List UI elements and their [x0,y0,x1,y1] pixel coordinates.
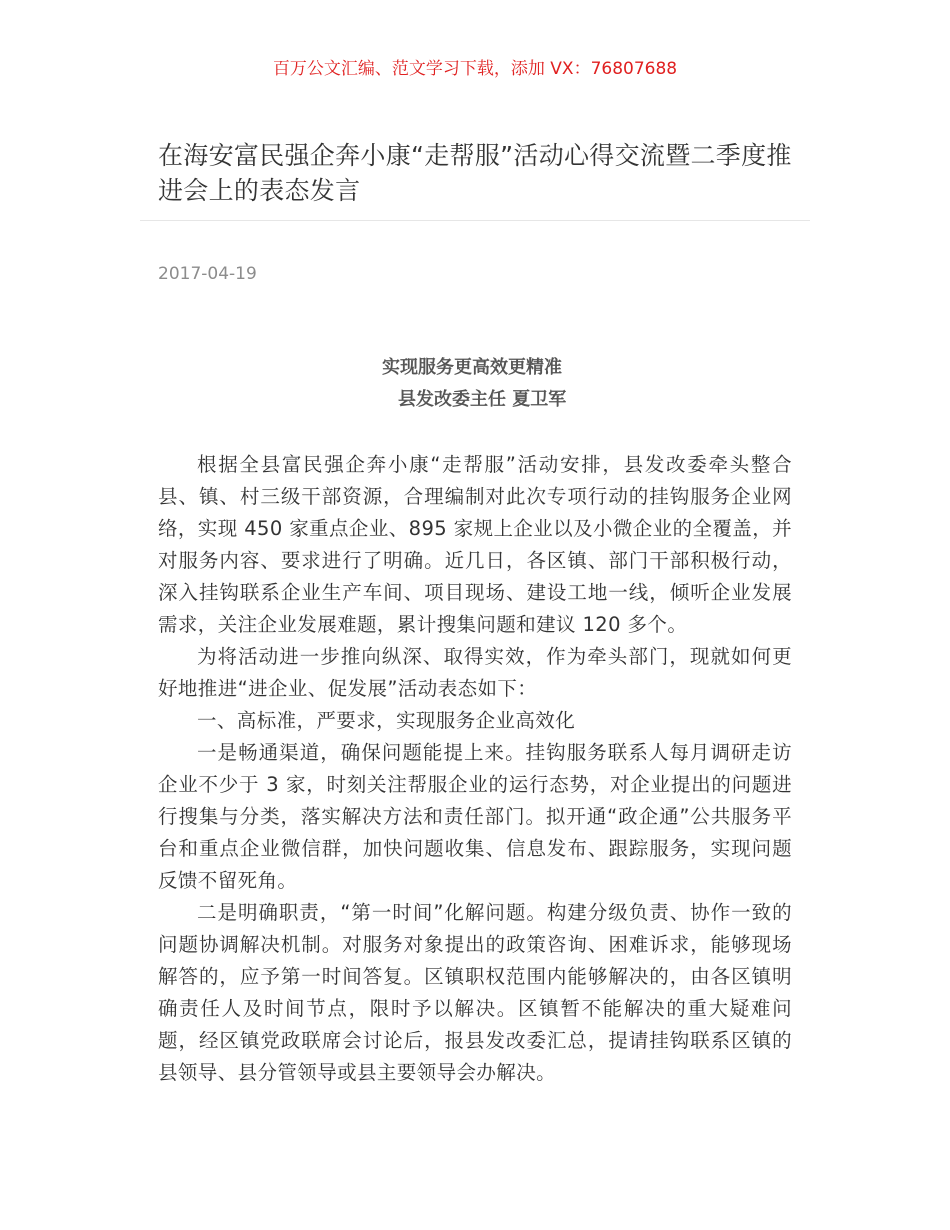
paragraph: 二是明确职责，“第一时间”化解问题。构建分级负责、协作一致的问题协调解决机制。对服务对象提出的政策咨询、困难诉求，能够现场解答的，应予第一时间答复。区镇职权范围内能够解决的，由各区镇明确责任人及时间节点，限时予以解决。区镇暂不能解决的重大疑难问题，经区镇党政联席会讨论后，报县发改委汇总，提请挂钩联系区镇的县领导、县分管领导或县主要领导会办解决。 [158,901,792,1084]
title-divider [140,220,810,221]
section-heading: 一、高标准，严要求，实现服务企业高效化 [197,709,576,732]
speech-subtitle: 实现服务更高效更精准 [382,357,562,378]
article-title: 在海安富民强企奔小康“走帮服”活动心得交流暨二季度推进会上的表态发言 [158,141,792,205]
publish-date: 2017-04-19 [158,264,257,284]
article-body [158,449,792,1089]
promo-banner: 百万公文汇编、范文学习下载，添加 VX：76807688 [272,59,678,79]
paragraph: 根据全县富民强企奔小康“走帮服”活动安排，县发改委牵头整合县、镇、村三级干部资源，合理编制对此次专项行动的挂钩服务企业网络，实现 450 家重点企业、895 家规上企业以及小微企业的全覆盖，并对服务内容、要求进行了明确。近几日，各区镇、部门干部积极行动，深入挂钩联系企业生产车间、项目现场、建设工地一线，倾听企业发展需求，关注企业发展难题，累计搜集问题和建议 120 多个。 [158,453,792,636]
paragraph: 为将活动进一步推向纵深、取得实效，作为牵头部门，现就如何更好地推进“进企业、促发展”活动表态如下： [158,645,792,700]
speaker-line: 县发改委主任 夏卫军 [398,389,567,410]
paragraph: 一是畅通渠道，确保问题能提上来。挂钩服务联系人每月调研走访企业不少于 3 家，时刻关注帮服企业的运行态势，对企业提出的问题进行搜集与分类，落实解决方法和责任部门。拟开通“政企通”公共服务平台和重点企业微信群，加快问题收集、信息发布、跟踪服务，实现问题反馈不留死角。 [158,741,792,892]
